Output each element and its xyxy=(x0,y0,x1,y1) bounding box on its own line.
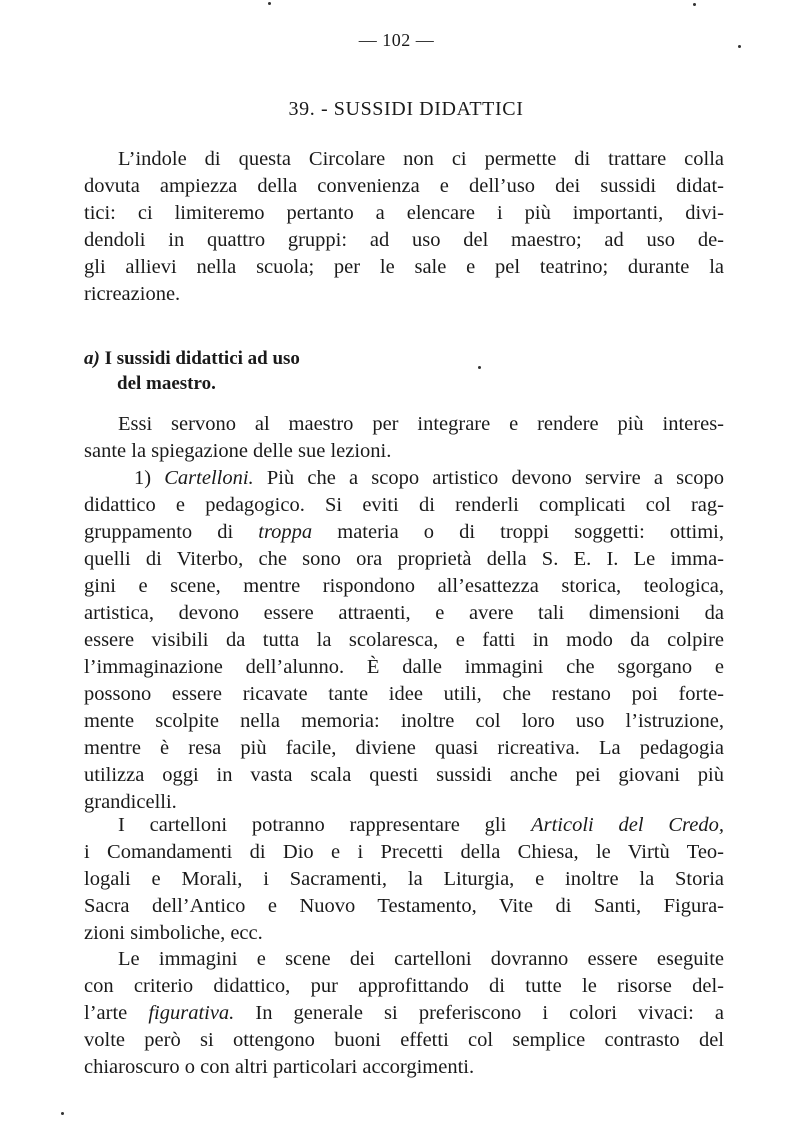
line-start: gruppamento di xyxy=(84,521,259,543)
text-line: grandicelli. xyxy=(84,791,177,813)
scan-speck xyxy=(478,366,481,369)
subsection-marker: a) xyxy=(84,348,100,369)
text-line: Le immagini e scene dei cartelloni dovranno essere eseguite xyxy=(118,948,724,970)
text-line: gini e scene, mentre rispondono all’esattezza storica, teologica, xyxy=(84,575,724,597)
scan-speck xyxy=(738,45,741,48)
text-line: quelli di Viterbo, che sono ora proprietà della S. E. I. Le imma- xyxy=(84,548,724,570)
text-line: mente scolpite nella memoria: inoltre col loro uso l’istruzione, xyxy=(84,710,724,732)
scan-speck xyxy=(693,3,696,6)
text-line xyxy=(84,519,724,546)
paragraph-execution xyxy=(84,946,724,1081)
text-line: logali e Morali, i Sacramenti, la Liturgia, e inoltre la Storia xyxy=(84,868,724,890)
scan-speck xyxy=(268,2,271,5)
paragraph-cartelloni xyxy=(84,411,724,816)
text-line: zioni simboliche, ecc. xyxy=(84,922,263,944)
text-line: possono essere ricavate tante idee utili, che restano poi forte- xyxy=(84,683,724,705)
paragraph-subjects xyxy=(84,812,724,947)
page-number: — 102 — xyxy=(358,30,435,50)
item-title-cartelloni: Cartelloni. xyxy=(164,467,254,489)
text-line xyxy=(84,1000,724,1027)
intro-paragraph xyxy=(84,146,724,308)
line-rest: materia o di troppi soggetti: ottimi, xyxy=(312,521,724,543)
text-line: volte però si ottengono buoni effetti col semplice contrasto del xyxy=(84,1029,724,1051)
text-line: mentre è resa più facile, diviene quasi ricreativa. La pedagogia xyxy=(84,737,724,759)
text-line: Sacra dell’Antico e Nuovo Testamento, Vite di Santi, Figura- xyxy=(84,895,724,917)
text-line: essere visibili da tutta la scolaresca, e fatti in modo da colpire xyxy=(84,629,724,651)
text-line: dendoli in quattro gruppi: ad uso del maestro; ad uso de- xyxy=(84,229,724,251)
text-line: gli allievi nella scuola; per le sale e pel teatrino; durante la xyxy=(84,256,724,278)
scan-speck xyxy=(61,1112,64,1115)
text-line: Essi servono al maestro per integrare e rendere più interes- xyxy=(118,413,724,435)
item-text: Più che a scopo artistico devono servire a scopo xyxy=(253,467,724,489)
text-line xyxy=(84,465,724,492)
text-line: tici: ci limiteremo pertanto a elencare i più importanti, divi- xyxy=(84,202,724,224)
text-line xyxy=(84,812,724,839)
subsection-title-line-2: del maestro. xyxy=(117,373,216,394)
text-line: utilizza oggi in vasta scala questi sussidi anche pei giovani più xyxy=(84,764,724,786)
item-number: 1) xyxy=(134,467,165,489)
section-heading: 39. - SUSSIDI DIDATTICI xyxy=(288,98,524,120)
line-start: I cartelloni potranno rappresentare gli xyxy=(118,814,532,836)
line-rest: In generale si preferiscono i colori vivaci: a xyxy=(234,1002,724,1024)
emphasis-figurativa: figurativa. xyxy=(148,1002,235,1024)
text-line: sante la spiegazione delle sue lezioni. xyxy=(84,440,392,462)
subsection-title-line-1: I sussidi didattici ad uso xyxy=(104,348,300,369)
emphasis-articoli-del-credo: Articoli del Credo, xyxy=(531,814,724,836)
text-line: chiaroscuro o con altri particolari accorgimenti. xyxy=(84,1056,475,1078)
subsection-heading xyxy=(84,346,300,396)
text-line: i Comandamenti di Dio e i Precetti della Chiesa, le Virtù Teo- xyxy=(84,841,724,863)
text-line: didattico e pedagogico. Si eviti di renderli complicati col rag- xyxy=(84,494,724,516)
text-line: l’immaginazione dell’alunno. È dalle immagini che sgorgano e xyxy=(84,656,724,678)
text-line: L’indole di questa Circolare non ci permette di trattare colla xyxy=(118,148,724,170)
text-line: dovuta ampiezza della convenienza e dell’uso dei sussidi didat- xyxy=(84,175,724,197)
text-line: artistica, devono essere attraenti, e avere tali dimensioni da xyxy=(84,602,724,624)
line-start: l’arte xyxy=(84,1002,149,1024)
text-line: ricreazione. xyxy=(84,283,181,305)
emphasis-troppa: troppa xyxy=(258,521,313,543)
text-line: con criterio didattico, pur approfittando di tutte le risorse del- xyxy=(84,975,724,997)
